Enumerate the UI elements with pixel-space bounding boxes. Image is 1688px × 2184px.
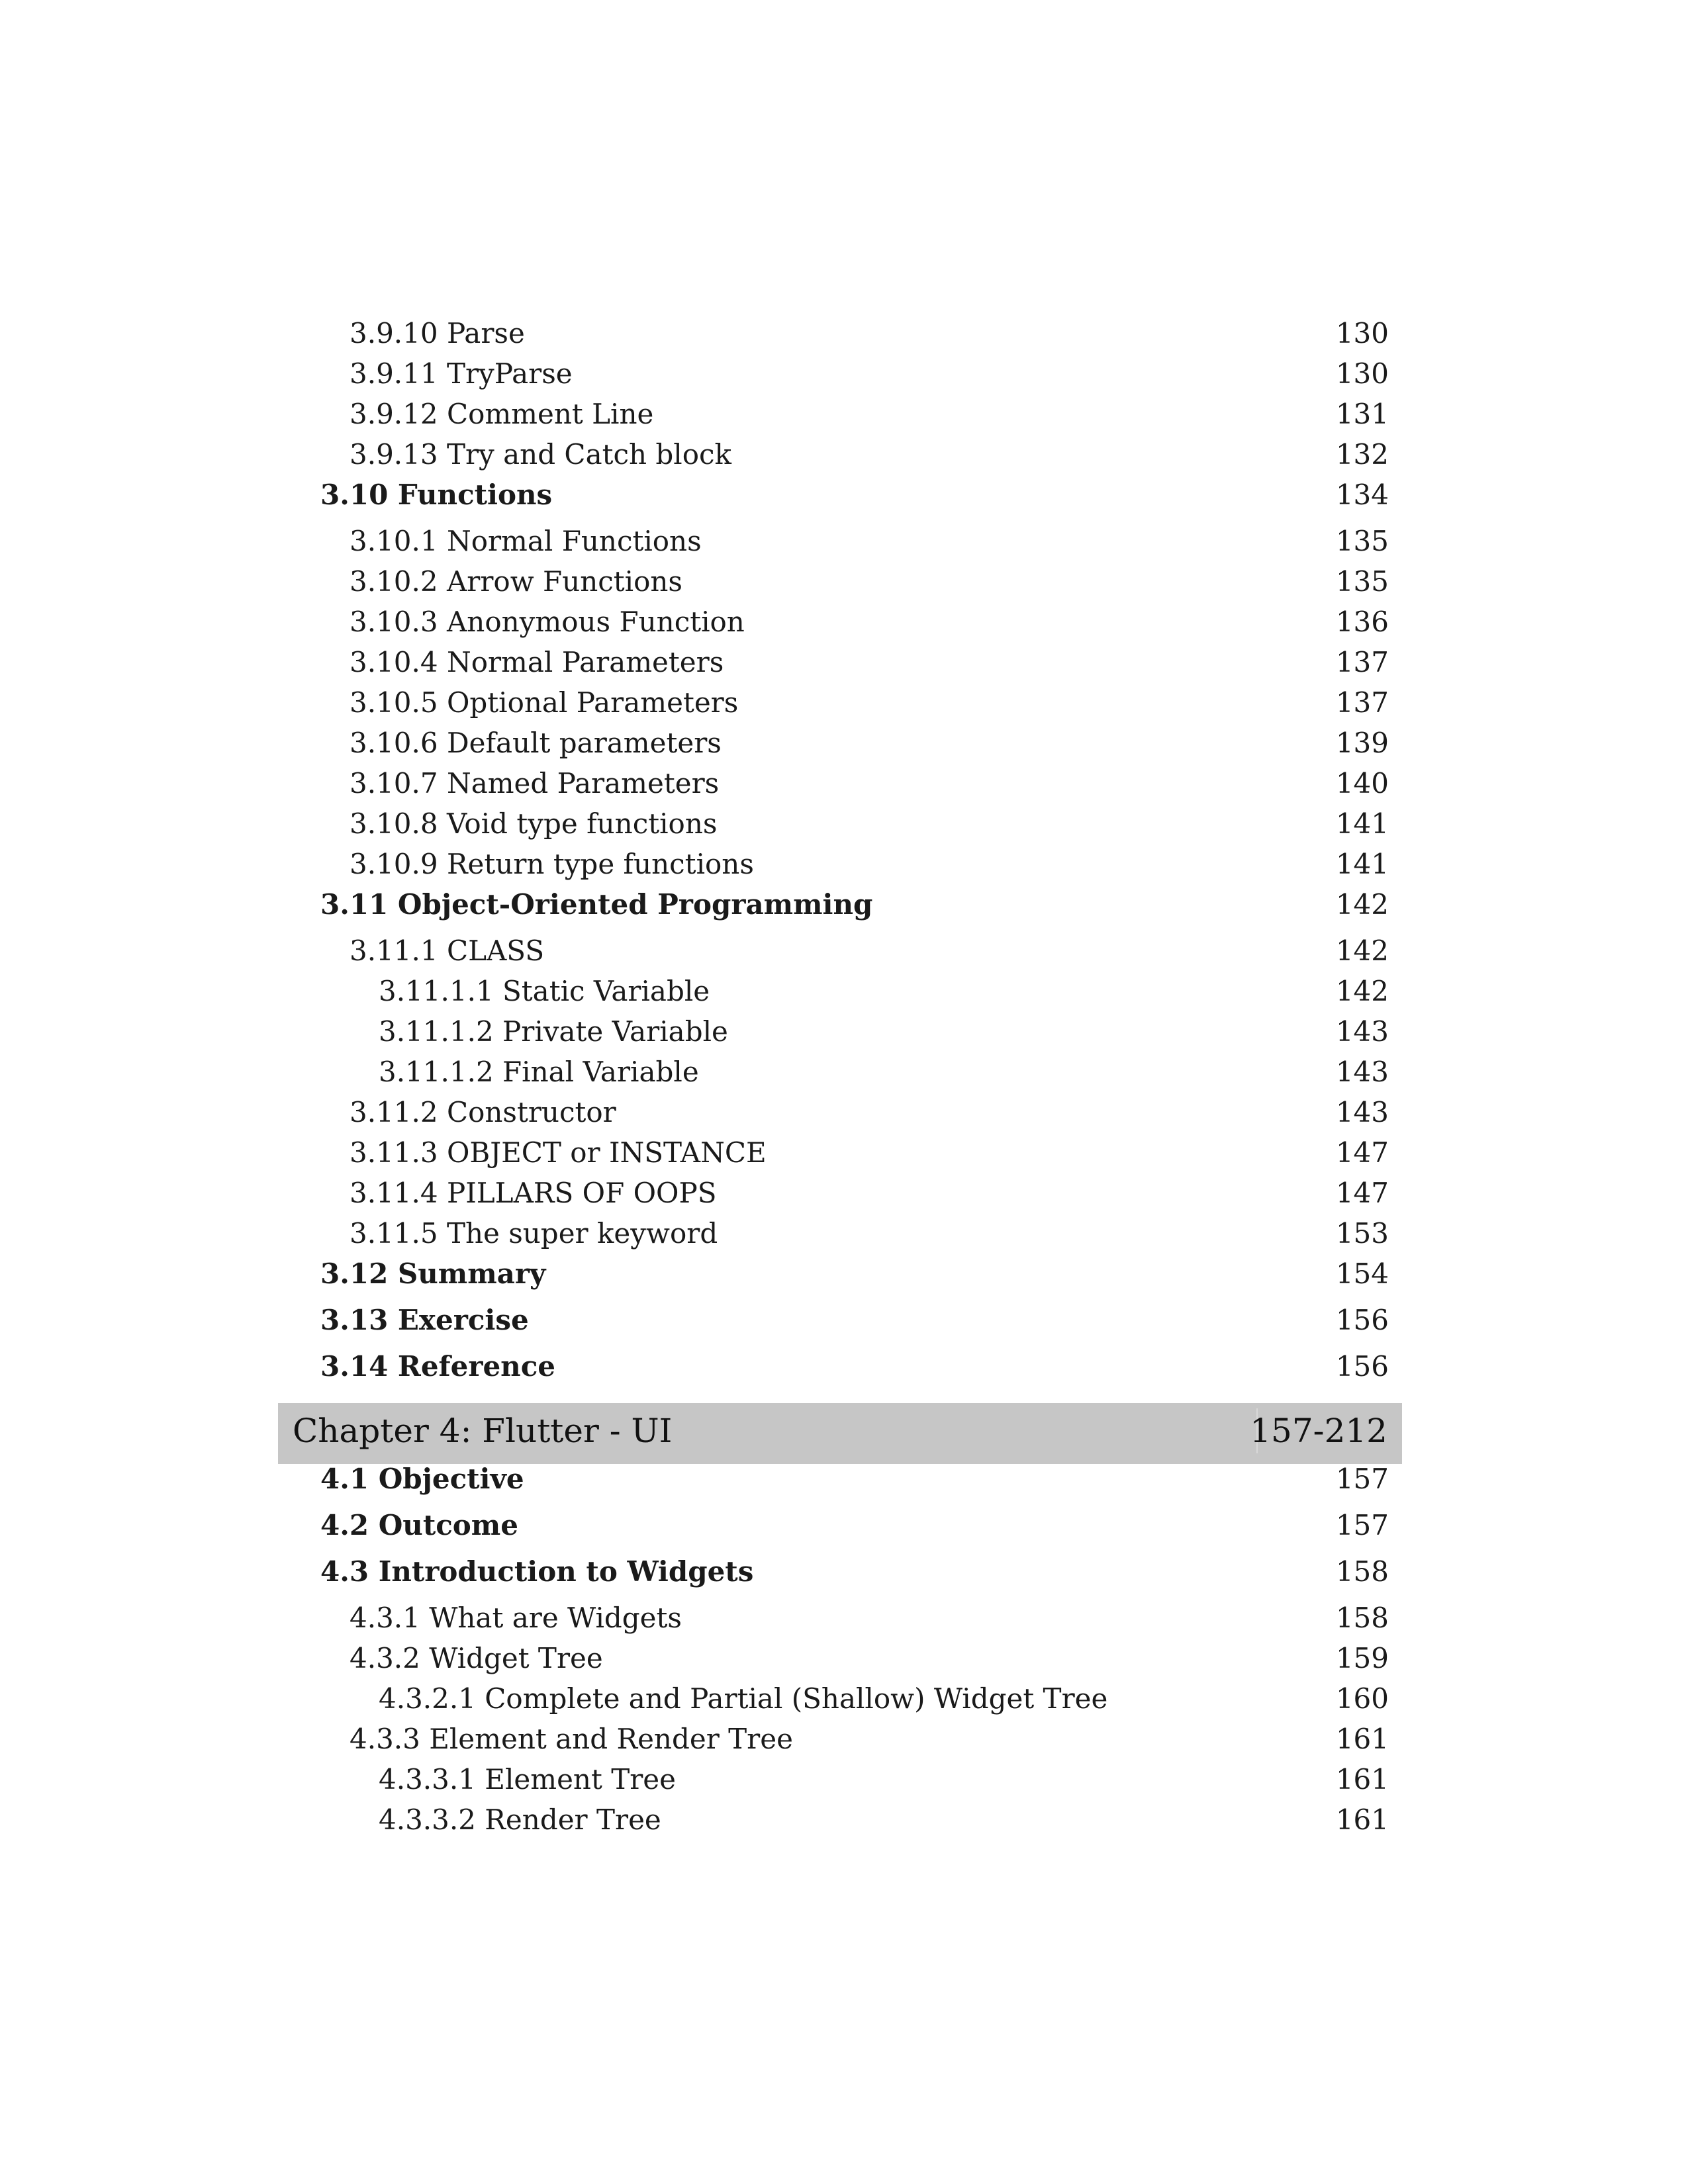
toc-entry-title: 3.10.6 Default parameters bbox=[350, 727, 722, 759]
toc-section-title: 3.11 Object-Oriented Programming bbox=[320, 888, 873, 921]
toc-section-title: 4.1 Objective bbox=[320, 1463, 524, 1495]
chapter-heading bbox=[278, 1403, 1402, 1464]
toc-section bbox=[0, 1345, 1688, 1388]
toc-entry-page: 142 bbox=[1335, 934, 1389, 967]
toc-entry-page: 137 bbox=[1335, 686, 1389, 719]
toc-entry-title: 4.3.1 What are Widgets bbox=[350, 1602, 682, 1634]
toc-subentry-page: 143 bbox=[1335, 1056, 1389, 1088]
toc-section-page: 158 bbox=[1335, 1555, 1389, 1588]
toc-entry bbox=[0, 312, 1688, 355]
toc-entry-title: 4.3.3 Element and Render Tree bbox=[350, 1723, 793, 1755]
toc-entry-title: 3.10.4 Normal Parameters bbox=[350, 646, 724, 678]
toc-subentry bbox=[0, 1678, 1688, 1720]
toc-entry-title: 3.11.2 Constructor bbox=[350, 1096, 616, 1128]
toc-subentry-page: 160 bbox=[1335, 1682, 1389, 1715]
toc-entry bbox=[0, 561, 1688, 603]
toc-section-page: 142 bbox=[1335, 888, 1389, 921]
toc-subentry-title: 4.3.2.1 Complete and Partial (Shallow) Widget Tree bbox=[379, 1682, 1108, 1715]
toc-section-page: 156 bbox=[1335, 1350, 1389, 1383]
toc-subentry-title: 4.3.3.2 Render Tree bbox=[379, 1803, 661, 1836]
toc-section-title: 3.12 Summary bbox=[320, 1257, 546, 1290]
toc-entry-page: 159 bbox=[1335, 1642, 1389, 1674]
toc-entry bbox=[0, 353, 1688, 395]
toc-subentry-title: 4.3.3.1 Element Tree bbox=[379, 1763, 676, 1796]
toc-entry bbox=[0, 393, 1688, 435]
toc-entry bbox=[0, 930, 1688, 972]
toc-section-title: 4.2 Outcome bbox=[320, 1509, 518, 1541]
toc-entry-title: 3.9.10 Parse bbox=[350, 317, 525, 349]
toc-subentry bbox=[0, 1799, 1688, 1841]
toc-entry-title: 3.9.12 Comment Line bbox=[350, 398, 654, 430]
toc-section bbox=[0, 1253, 1688, 1295]
toc-entry-title: 3.10.1 Normal Functions bbox=[350, 525, 702, 557]
toc-entry bbox=[0, 722, 1688, 764]
toc-entry bbox=[0, 641, 1688, 684]
toc-entry-page: 139 bbox=[1335, 727, 1389, 759]
toc-entry-page: 141 bbox=[1335, 807, 1389, 840]
toc-subentry-page: 161 bbox=[1335, 1803, 1389, 1836]
toc-entry-title: 3.11.1 CLASS bbox=[350, 934, 545, 967]
toc-section-page: 154 bbox=[1335, 1257, 1389, 1290]
toc-subentry-page: 161 bbox=[1335, 1763, 1389, 1796]
toc-entry-page: 153 bbox=[1335, 1217, 1389, 1250]
toc-entry-title: 3.10.8 Void type functions bbox=[350, 807, 718, 840]
toc-entry-title: 3.10.5 Optional Parameters bbox=[350, 686, 739, 719]
toc-entry bbox=[0, 1718, 1688, 1760]
toc-entry-page: 158 bbox=[1335, 1602, 1389, 1634]
toc-entry-title: 3.9.11 TryParse bbox=[350, 357, 573, 390]
toc-entry-title: 3.11.4 PILLARS OF OOPS bbox=[350, 1177, 717, 1209]
toc-section-title: 4.3 Introduction to Widgets bbox=[320, 1555, 754, 1588]
toc-entry bbox=[0, 803, 1688, 845]
toc-entry-page: 130 bbox=[1335, 357, 1389, 390]
toc-entry bbox=[0, 843, 1688, 886]
toc-entry bbox=[0, 1091, 1688, 1134]
toc-section bbox=[0, 474, 1688, 516]
toc-section-page: 157 bbox=[1335, 1509, 1389, 1541]
toc-section-title: 3.14 Reference bbox=[320, 1350, 556, 1383]
toc-section-page: 156 bbox=[1335, 1304, 1389, 1336]
chapter-title: Chapter 4: Flutter - UI bbox=[293, 1412, 673, 1450]
toc-entry-page: 135 bbox=[1335, 525, 1389, 557]
toc-entry-title: 3.9.13 Try and Catch block bbox=[350, 438, 731, 471]
toc-subentry bbox=[0, 970, 1688, 1013]
toc-section bbox=[0, 884, 1688, 926]
toc-subentry-title: 3.11.1.1 Static Variable bbox=[379, 975, 710, 1007]
toc-entry bbox=[0, 1637, 1688, 1680]
toc-entry bbox=[0, 1132, 1688, 1174]
toc-section bbox=[0, 1299, 1688, 1342]
toc-section bbox=[0, 1458, 1688, 1500]
toc-section-page: 134 bbox=[1335, 478, 1389, 511]
toc-entry-title: 3.10.9 Return type functions bbox=[350, 848, 754, 880]
toc-entry bbox=[0, 682, 1688, 724]
toc-entry-page: 147 bbox=[1335, 1177, 1389, 1209]
toc-entry-page: 137 bbox=[1335, 646, 1389, 678]
toc-entry bbox=[0, 601, 1688, 643]
toc-section-title: 3.10 Functions bbox=[320, 478, 553, 511]
toc-subentry-title: 3.11.1.2 Final Variable bbox=[379, 1056, 699, 1088]
toc-section-title: 3.13 Exercise bbox=[320, 1304, 529, 1336]
toc-entry-page: 130 bbox=[1335, 317, 1389, 349]
toc-entry-page: 161 bbox=[1335, 1723, 1389, 1755]
toc-section bbox=[0, 1504, 1688, 1547]
toc-subentry bbox=[0, 1011, 1688, 1053]
chapter-pages: 157-212 bbox=[1250, 1412, 1387, 1450]
toc-subentry bbox=[0, 1051, 1688, 1093]
toc-entry-page: 141 bbox=[1335, 848, 1389, 880]
toc-entry-title: 3.10.3 Anonymous Function bbox=[350, 606, 745, 638]
toc-entry-page: 143 bbox=[1335, 1096, 1389, 1128]
toc-entry bbox=[0, 1172, 1688, 1214]
toc-section bbox=[0, 1551, 1688, 1593]
toc-entry bbox=[0, 1597, 1688, 1639]
toc-entry bbox=[0, 433, 1688, 476]
toc-entry-page: 147 bbox=[1335, 1136, 1389, 1169]
toc-entry-page: 140 bbox=[1335, 767, 1389, 799]
toc-entry-title: 3.11.5 The super keyword bbox=[350, 1217, 718, 1250]
toc-entry-page: 132 bbox=[1335, 438, 1389, 471]
toc-subentry-title: 3.11.1.2 Private Variable bbox=[379, 1015, 728, 1048]
toc-entry-title: 3.10.7 Named Parameters bbox=[350, 767, 720, 799]
toc-subentry-page: 142 bbox=[1335, 975, 1389, 1007]
toc-entry bbox=[0, 762, 1688, 805]
toc-entry bbox=[0, 520, 1688, 563]
toc-entry-page: 135 bbox=[1335, 565, 1389, 598]
toc-entry-title: 3.10.2 Arrow Functions bbox=[350, 565, 682, 598]
toc-entry-page: 136 bbox=[1335, 606, 1389, 638]
toc-entry-title: 3.11.3 OBJECT or INSTANCE bbox=[350, 1136, 767, 1169]
toc-subentry bbox=[0, 1758, 1688, 1801]
toc-entry-title: 4.3.2 Widget Tree bbox=[350, 1642, 603, 1674]
toc-entry bbox=[0, 1212, 1688, 1255]
toc-section-page: 157 bbox=[1335, 1463, 1389, 1495]
toc-subentry-page: 143 bbox=[1335, 1015, 1389, 1048]
toc-entry-page: 131 bbox=[1335, 398, 1389, 430]
